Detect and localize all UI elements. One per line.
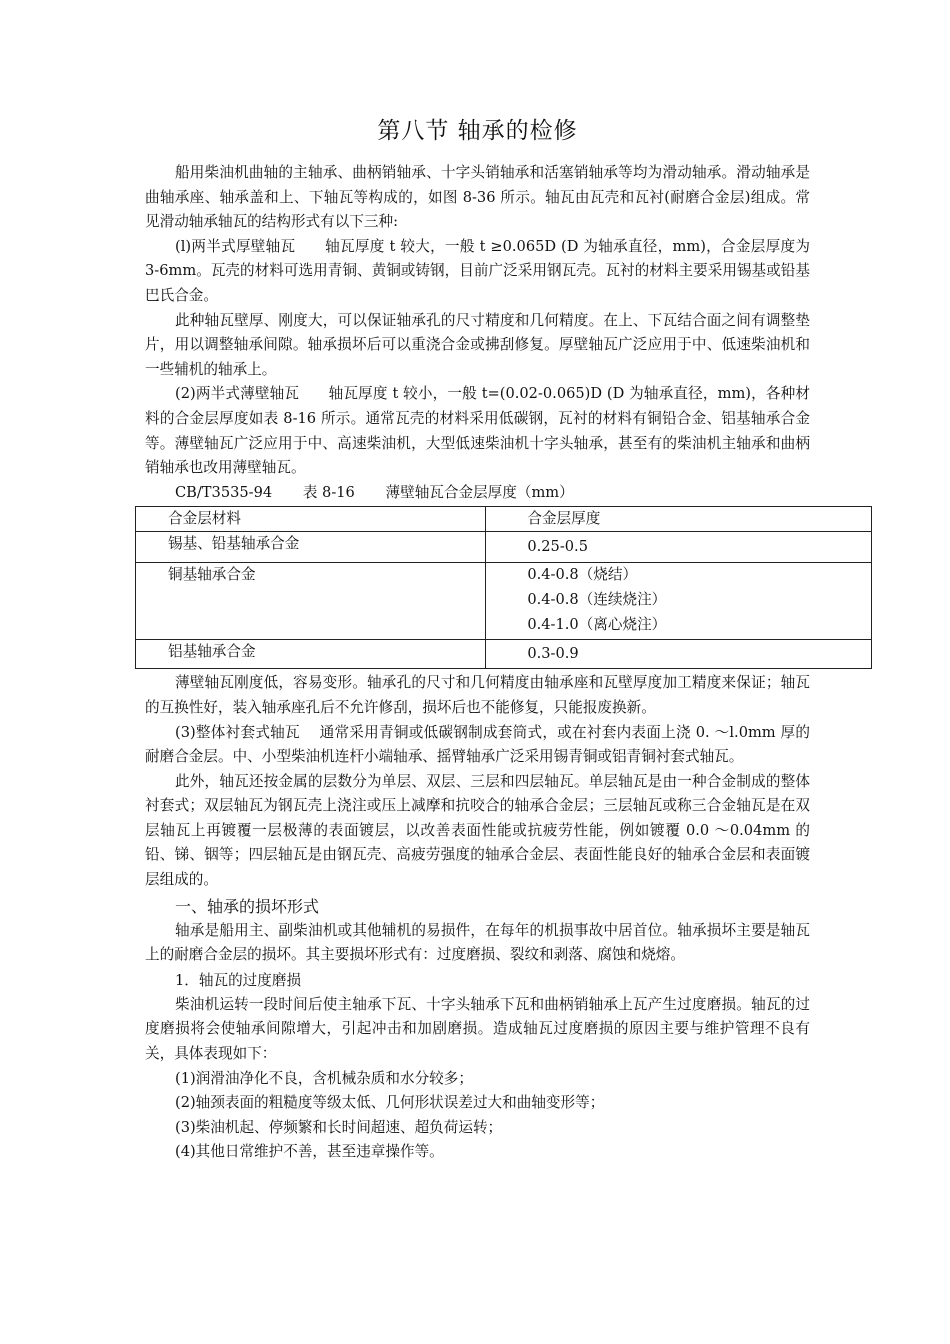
paragraph-thin-bearing-props: 薄壁轴瓦刚度低，容易变形。轴承孔的尺寸和几何精度由轴承座和瓦壁厚度加工精度来保证；轴瓦的互换性好，装入轴承座孔后不允许修刮，损坏后也不能修复，只能报废换新。 (145, 674, 810, 716)
table-row (136, 640, 872, 669)
paragraph-layers: 此外，轴瓦还按金属的层数分为单层、双层、三层和四层轴瓦。单层轴瓦是由一种合金制成的整体衬套式；双层轴瓦为钢瓦壳上浇注或压上减摩和抗咬合的轴承合金层；三层轴瓦或称三合金轴瓦是在双层轴瓦上再镀覆一层极薄的表面镀层，以改善表面性能或抗疲劳性能，例如镀覆 0.0 ～0.04mm 的铅、锑、铟等；四层轴瓦是由钢瓦壳、高疲劳强度的轴承合金层、表面性能良好的轴承合金层和表面镀层组成的。 (145, 772, 810, 889)
table-number: 表 8-16 (302, 483, 355, 501)
document-page (145, 112, 810, 1165)
cell-thickness: 0.4-0.8（烧结） (527, 566, 638, 584)
section-heading: 一、轴承的损坏形式 (175, 896, 320, 916)
table-row (136, 563, 872, 640)
alloy-thickness-table (135, 506, 872, 669)
paragraph-thin-bearing: (2)两半式薄壁轴瓦 轴瓦厚度 t 较小，一般 t=(0.02-0.065)D (D 为轴承直径，mm)，各种材料的合金层厚度如表 8-16 所示。通常瓦壳的材料采用低碳钢，瓦衬的材料有铜铅合金、铝基轴承合金等。薄壁轴瓦广泛应用于中、高速柴油机，大型低速柴油机十字头轴承，甚至有的柴油机主轴承和曲柄销轴承也改用薄壁轴瓦。 (145, 385, 810, 477)
cell-thickness: 0.25-0.5 (486, 532, 872, 563)
paragraph-thick-bearing: (l)两半式厚壁轴瓦 轴瓦厚度 t 较大，一般 t ≥0.065D (D 为轴承直径，mm)，合金层厚度为 3-6mm。瓦壳的材料可选用青铜、黄铜或铸钢，目前广泛采用钢瓦壳。瓦衬的材料主要采用锡基或铅基巴氏合金。 (145, 237, 810, 304)
cell-material: 锡基、铅基轴承合金 (136, 532, 486, 563)
cell-material: 铝基轴承合金 (136, 640, 486, 669)
cell-material: 铜基轴承合金 (136, 563, 486, 640)
list-item: (4)其他日常维护不善，甚至违章操作等。 (175, 1143, 444, 1161)
cell-thickness: 0.3-0.9 (486, 640, 872, 669)
cell-thickness: 0.4-0.8（连续烧注） (527, 591, 667, 609)
list-item: (1)润滑油净化不良，含机械杂质和水分较多； (175, 1069, 473, 1087)
paragraph-wear: 柴油机运转一段时间后使主轴承下瓦、十字头轴承下瓦和曲柄销轴承上瓦产生过度磨损。轴瓦的过度磨损将会使轴承间隙增大，引起冲击和加剧磨损。造成轴瓦过度磨损的原因主要与维护管理不良有关，具体表现如下： (145, 995, 810, 1063)
table-row (136, 532, 872, 563)
list-item: (3)柴油机起、停频繁和长时间超速、超负荷运转； (175, 1118, 503, 1136)
table-name: 薄壁轴瓦合金层厚度（mm） (385, 483, 574, 501)
paragraph-thick-bearing-detail: 此种轴瓦壁厚、刚度大，可以保证轴承孔的尺寸精度和几何精度。在上、下瓦结合面之间有调整垫片，用以调整轴承间隙。轴承损坏后可以重浇合金或拂刮修复。厚壁轴瓦广泛应用于中、低速柴油机和一些辅机的轴承上。 (145, 311, 810, 378)
list-item: (2)轴颈表面的粗糙度等级太低、几何形状误差过大和曲轴变形等； (175, 1094, 605, 1112)
table-caption (145, 481, 810, 506)
table-standard: CB/T3535-94 (175, 483, 273, 501)
header-thickness: 合金层厚度 (486, 507, 872, 532)
paragraph-intro: 船用柴油机曲轴的主轴承、曲柄销轴承、十字头销轴承和活塞销轴承等均为滑动轴承。滑动轴承是曲轴承座、轴承盖和上、下轴瓦等构成的，如图 8-36 所示。轴瓦由瓦壳和瓦衬(耐磨合金层)组成。常见滑动轴承轴瓦的结构形式有以下三种: (145, 164, 810, 231)
cell-thickness-group (486, 563, 872, 640)
paragraph-damage-intro: 轴承是船用主、副柴油机或其他辅机的易损件，在每年的机损事故中居首位。轴承损坏主要是轴瓦上的耐磨合金层的损坏。其主要损坏形式有：过度磨损、裂纹和剥落、腐蚀和烧熔。 (145, 921, 810, 964)
table-header-row (136, 507, 872, 532)
paragraph-bushing: (3)整体衬套式轴瓦 通常采用青铜或低碳钢制成套筒式，或在衬套内表面上浇 0. ～l.0mm 厚的耐磨合金层。中、小型柴油机连杆小端轴承、摇臂轴承广泛采用锡青铜或铝青铜衬套式轴瓦。 (145, 723, 810, 766)
page-title: 第八节 轴承的检修 (377, 118, 578, 144)
header-material: 合金层材料 (136, 507, 486, 532)
cell-thickness: 0.4-1.0（离心烧注） (527, 616, 667, 634)
subsection-heading: 1．轴瓦的过度磨损 (175, 971, 302, 989)
